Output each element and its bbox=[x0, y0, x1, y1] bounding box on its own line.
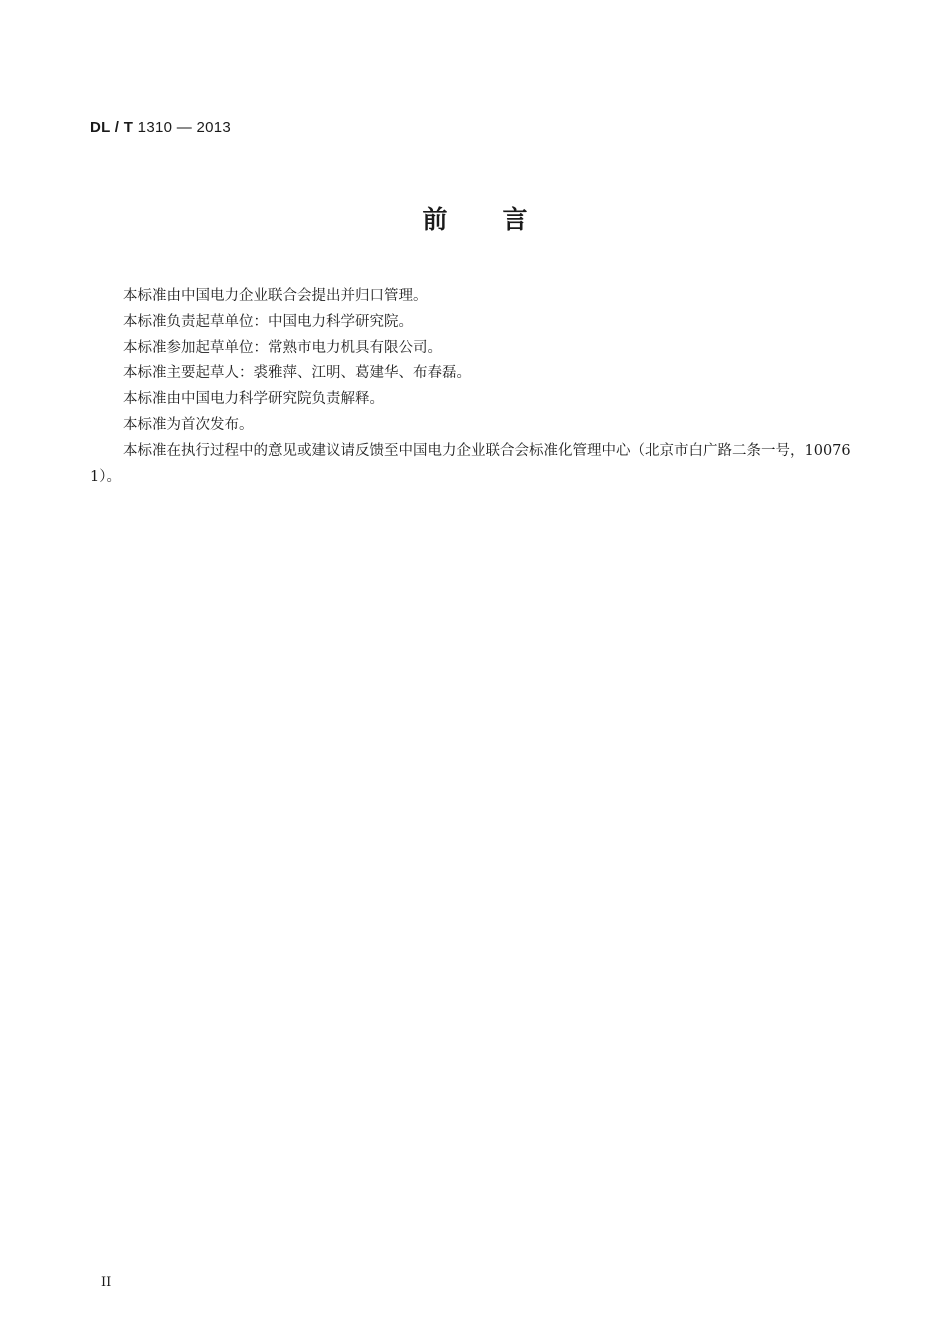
page-number: II bbox=[101, 1275, 112, 1290]
paragraph-lead-drafter: 本标准负责起草单位：中国电力科学研究院。 bbox=[123, 313, 413, 330]
standard-number: 1310 — 2013 bbox=[137, 119, 232, 136]
paragraph-participating-drafter: 本标准参加起草单位：常熟市电力机具有限公司。 bbox=[123, 339, 442, 356]
paragraph-feedback: 本标准在执行过程中的意见或建议请反馈至中国电力企业联合会标准化管理中心（北京市白广路二条一号，100761）。 bbox=[90, 442, 851, 485]
paragraph-proposer: 本标准由中国电力企业联合会提出并归口管理。 bbox=[123, 288, 428, 304]
paragraph-interpretation: 本标准由中国电力科学研究院负责解释。 bbox=[123, 391, 384, 408]
standard-code: DL / T bbox=[90, 119, 134, 136]
document-header bbox=[90, 119, 231, 136]
paragraph-main-drafters: 本标准主要起草人：裘雅萍、江明、葛建华、布春磊。 bbox=[123, 365, 471, 382]
foreword-body bbox=[90, 284, 860, 490]
paragraph-first-release: 本标准为首次发布。 bbox=[123, 416, 254, 433]
page-title: 前言 bbox=[422, 205, 583, 234]
